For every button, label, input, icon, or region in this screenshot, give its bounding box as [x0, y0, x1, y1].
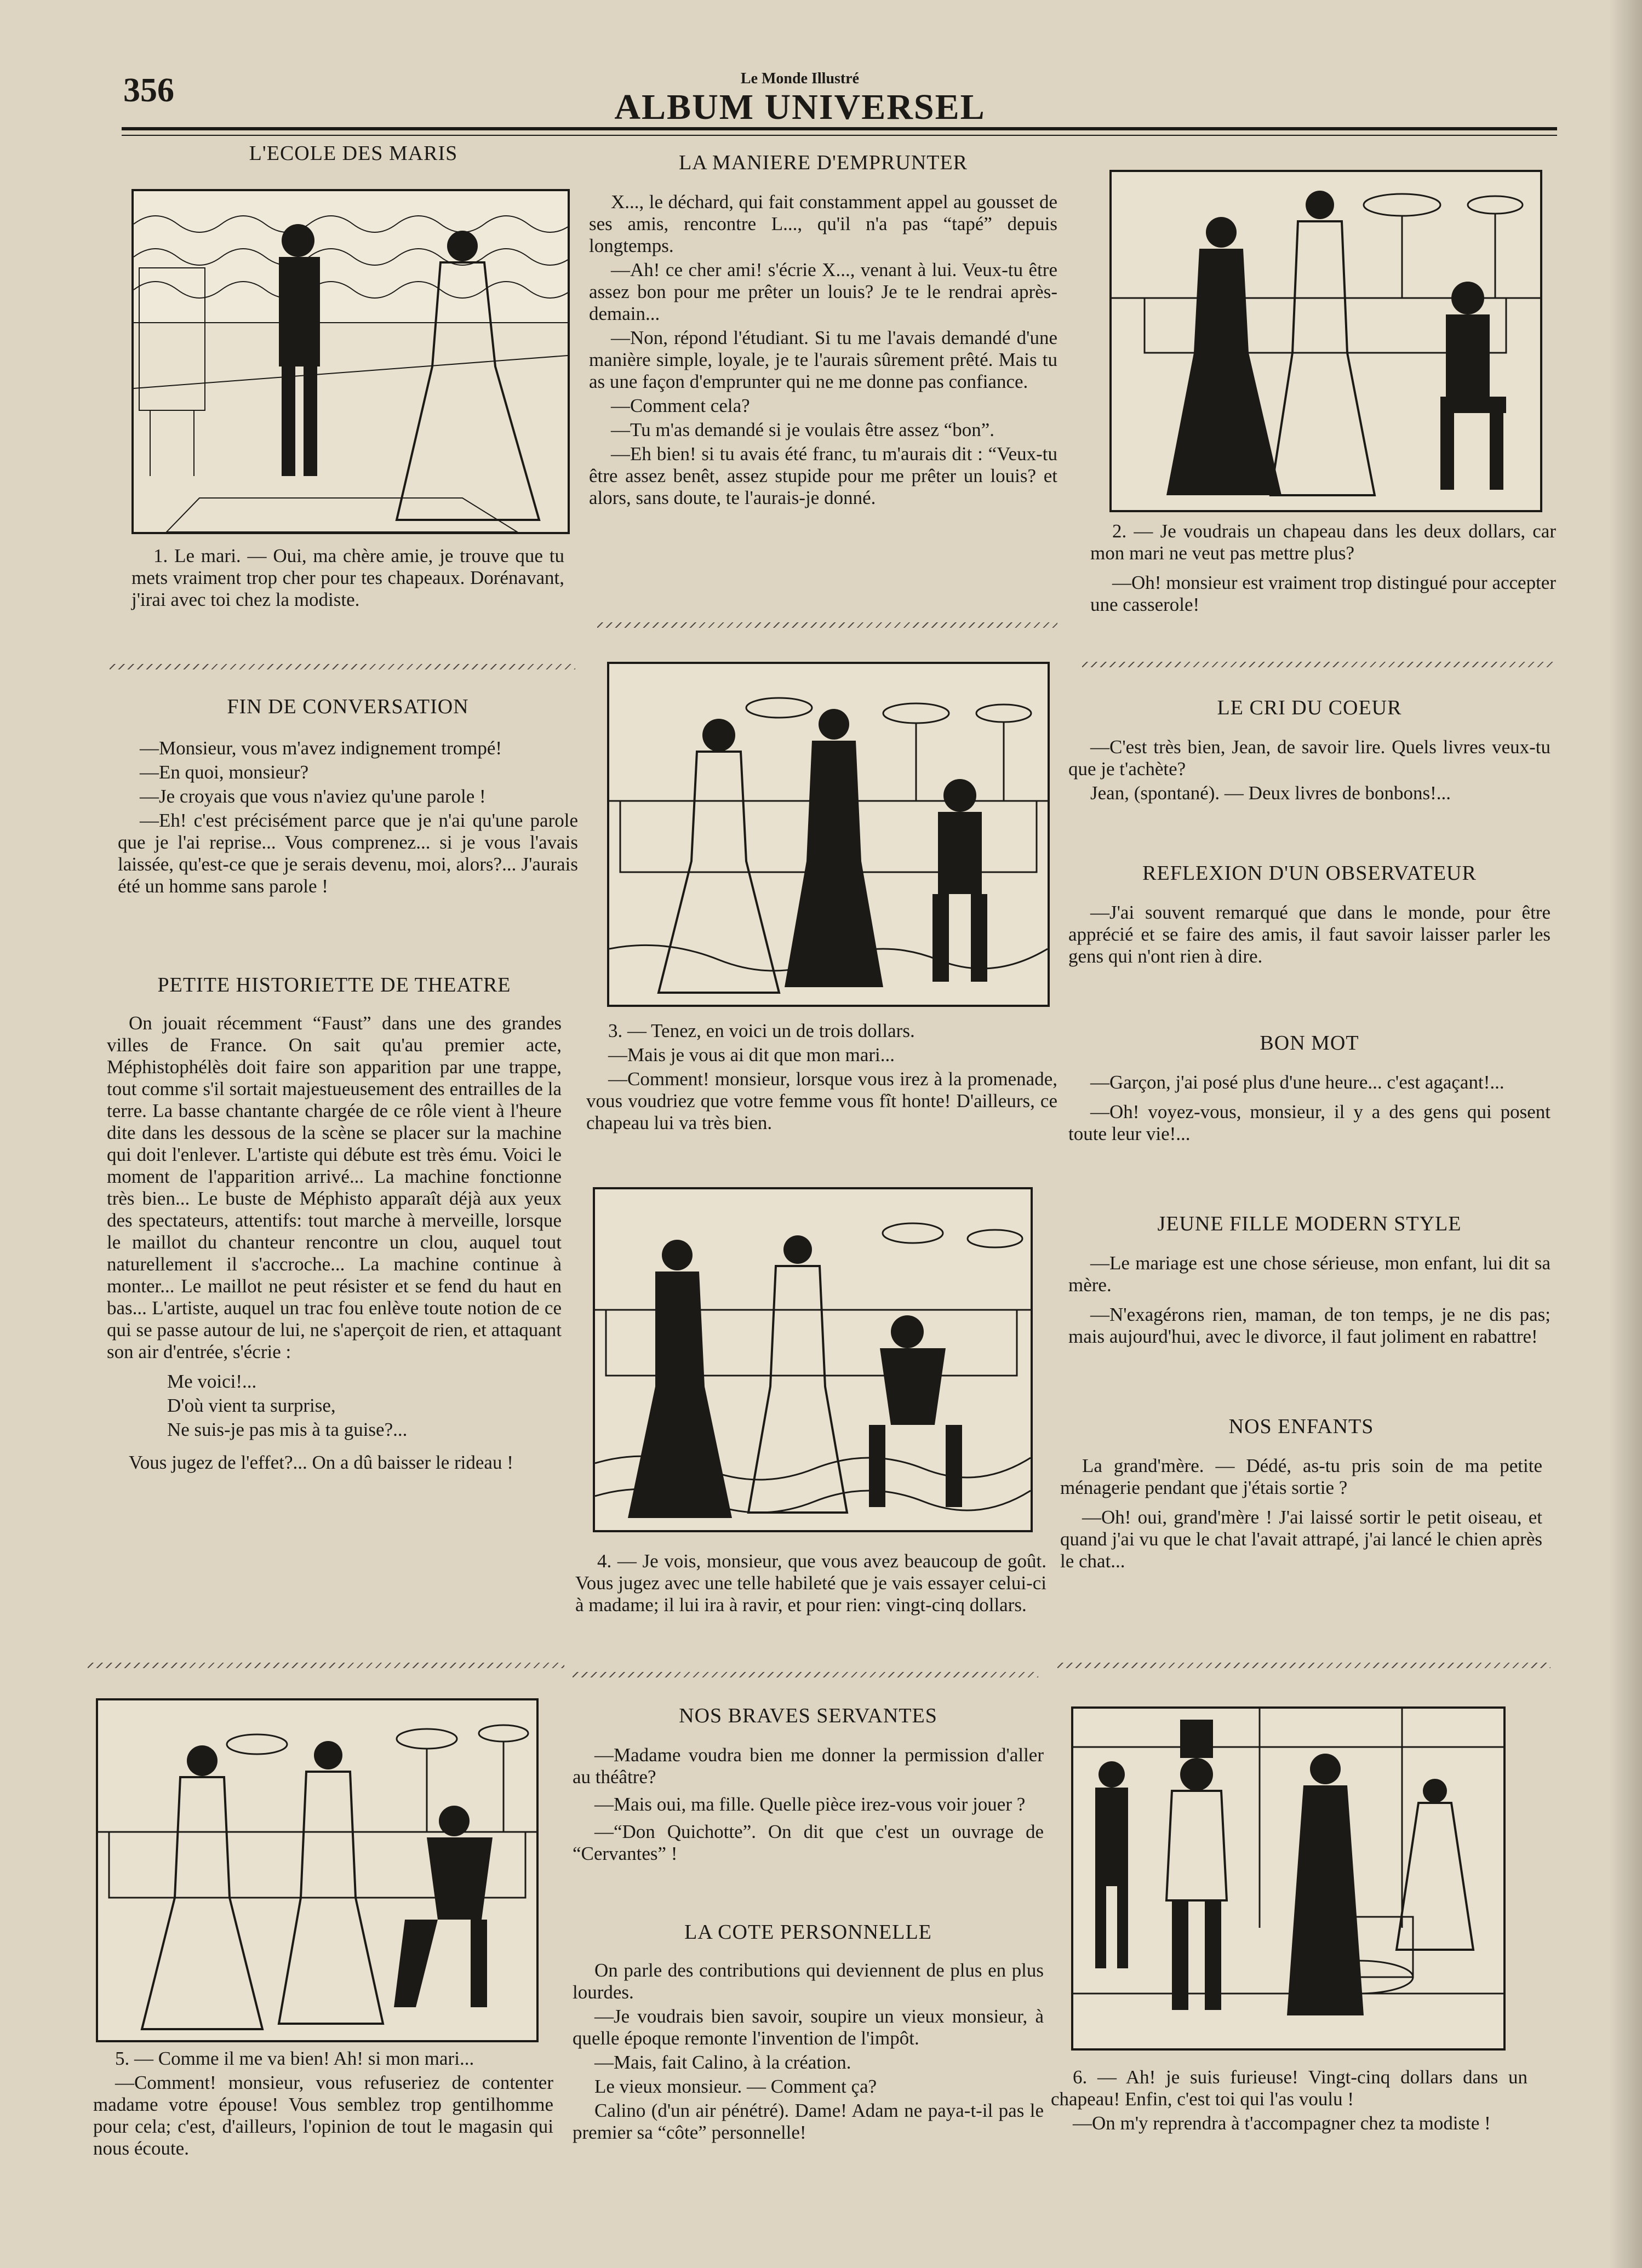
section-title: BON MOT [1260, 1032, 1359, 1055]
section-title: LA MANIERE D'EMPRUNTER [678, 151, 968, 174]
section-body [1068, 902, 1551, 967]
paragraph: —Mais oui, ma fille. Quelle pièce irez-vous voir jouer ? [594, 1794, 1026, 1815]
paragraph: —Eh bien! si tu avais été franc, tu m'aurais dit : “Veux-tu être assez benêt, assez stupide pour me prêter un louis? et alors, sans doute, te l'aurais-je donné. [589, 443, 1057, 508]
section-body [1068, 1072, 1551, 1145]
paragraph: On jouait récemment “Faust” dans une des grandes villes de France. On sait qu'au premier acte, Méphistophélès doit faire son apparition par une trappe, tout comme s'il sortait majestueusement des entrailles de la terre. La basse chantante chargée de ce rôle vient à l'heure dite dans les dessous de la scène se placer sur la machine qui doit l'enlever. L'artiste qui débute est très ému. Voici le moment de l'apparition arrivé... La machine fonctionne très bien... Le buste de Méphisto apparaît déjà aux yeux des spectateurs, attentifs: tout marche à merveille, lorsque le maillot du chanteur rencontre un clou, auquel tout naturellement il s'accroche... La machine continue à monter... Le maillot ne peut résister et se fend du haut en bas... L'artiste, auquel un trac fou enlève toute notion de ce qui se passe autour de lui, ne s'aperçoit de rien, et attaquant son air d'entrée, s'écrie : [107, 1012, 562, 1362]
paragraph: 5. — Comme il me va bien! Ah! si mon mari... [115, 2048, 474, 2069]
paragraph: —On m'y reprendra à t'accompagner chez ta modiste ! [1073, 2112, 1491, 2134]
illustration-4-drawing [595, 1189, 1031, 1530]
caption-6 [1051, 2066, 1527, 2137]
paragraph: —Mais, fait Calino, à la création. [594, 2052, 851, 2073]
section-title: LA COTE PERSONNELLE [684, 1921, 932, 1944]
cote-section [573, 1920, 1044, 2146]
illustration-2 [1109, 170, 1542, 512]
paragraph: —Je croyais que vous n'aviez qu'une parole ! [140, 786, 486, 807]
ecole-section [131, 141, 575, 165]
paragraph: —Je voudrais bien savoir, soupire un vieux monsieur, à quelle époque remonte l'invention de l'impôt. [573, 2006, 1044, 2049]
paragraph: —Oh! oui, grand'mère ! J'ai laissé sortir le petit oiseau, et quand j'ai vu que le chat l'avait attrapé, j'ai lancé le chien après le chat... [1060, 1507, 1542, 1572]
paragraph: —“Don Quichotte”. On dit que c'est un ouvrage de “Cervantes” ! [573, 1821, 1044, 1864]
illustration-4 [593, 1187, 1033, 1532]
historiette-section [107, 973, 562, 1476]
paragraph: On parle des contributions qui deviennent de plus en plus lourdes. [573, 1960, 1044, 2003]
divider [597, 622, 1057, 628]
illustration-3-drawing [609, 664, 1048, 1005]
caption-2-line-1: 2. — Je voudrais un chapeau dans les deux dollars, car mon mari ne veut pas mettre plus? [1090, 520, 1556, 564]
section-title: NOS BRAVES SERVANTES [679, 1704, 937, 1727]
caption-5 [93, 2048, 553, 2162]
section-body [1068, 736, 1551, 804]
illustration-5-drawing [98, 1700, 536, 2040]
caption-3 [586, 1020, 1057, 1136]
paragraph: Calino (d'un air pénétré). Dame! Adam ne paya-t-il pas le premier sa “côte” personnelle! [573, 2100, 1044, 2143]
paragraph: —Monsieur, vous m'avez indignement trompé! [140, 737, 502, 759]
header-rule-thin [122, 135, 1557, 136]
section-body [1060, 1455, 1542, 1572]
caption-4 [575, 1550, 1046, 1618]
section-title: JEUNE FILLE MODERN STYLE [1157, 1212, 1462, 1235]
jeune-section [1068, 1212, 1551, 1350]
caption-1 [131, 545, 564, 613]
caption-4-text: 4. — Je vois, monsieur, que vous avez beaucoup de goût. Vous jugez avec une telle habileté que je vais essayer celui-ci à madame; il lui ira à ravir, et pour rien: vingt-cinq dollars. [575, 1550, 1046, 1616]
illustration-5 [96, 1698, 539, 2042]
divider [88, 1663, 564, 1668]
section-body [118, 737, 578, 897]
section-title: FIN DE CONVERSATION [227, 695, 469, 718]
reflexion-section [1068, 861, 1551, 970]
servantes-section [573, 1704, 1044, 1867]
paragraph: —J'ai souvent remarqué que dans le monde, pour être apprécié et se faire des amis, il faut savoir laisser parler les gens qui n'ont rien à dire. [1068, 902, 1551, 967]
paragraph: —Comment! monsieur, vous refuseriez de contenter madame votre épouse! Vous semblez trop gentilhomme pour cela; c'est, d'ailleurs, l'opinion de tout le magasin qui nous écoute. [93, 2072, 553, 2159]
section-body [573, 1744, 1044, 1865]
divider [573, 1672, 1038, 1677]
paragraph: —Madame voudra bien me donner la permission d'aller au théâtre? [573, 1744, 1044, 1788]
publication-title: ALBUM UNIVERSEL [614, 87, 986, 127]
illustration-1 [131, 189, 570, 534]
paragraph: —Mais je vous ai dit que mon mari... [608, 1044, 895, 1066]
caption-2 [1090, 520, 1556, 618]
verse-line: D'où vient ta surprise, [167, 1395, 336, 1416]
section-body [589, 191, 1057, 509]
paragraph: 3. — Tenez, en voici un de trois dollars. [608, 1020, 915, 1041]
illustration-6 [1071, 1706, 1506, 2051]
bonmot-section [1068, 1031, 1551, 1147]
illustration-1-drawing [134, 191, 568, 532]
page-number: 356 [123, 72, 174, 109]
paragraph: —N'exagérons rien, maman, de ton temps, je ne dis pas; mais aujourd'hui, avec le divorce, il faut joliment en rabattre! [1068, 1304, 1551, 1347]
section-body [1068, 1252, 1551, 1348]
caption-2-line-2: —Oh! monsieur est vraiment trop distingué pour accepter une casserole! [1090, 572, 1556, 615]
paragraph: —Oh! voyez-vous, monsieur, il y a des gens qui posent toute leur vie!... [1068, 1101, 1551, 1144]
enfants-section [1060, 1414, 1542, 1574]
illustration-6-drawing [1073, 1709, 1503, 2048]
paragraph: —Ah! ce cher ami! s'écrie X..., venant à lui. Veux-tu être assez bon pour me prêter un louis? Je te le rendrai après-demain... [589, 259, 1057, 324]
header-rule [122, 127, 1557, 130]
paragraph: —Comment cela? [611, 395, 750, 416]
section-body [573, 1960, 1044, 2144]
paragraph: La grand'mère. — Dédé, as-tu pris soin de ma petite ménagerie pendant que j'étais sortie ? [1060, 1455, 1542, 1498]
paragraph: X..., le déchard, qui fait constamment appel au gousset de ses amis, rencontre L..., qu'il n'a pas “tapé” depuis longtemps. [589, 191, 1057, 256]
section-title: LE CRI DU COEUR [1217, 696, 1402, 719]
fin-section [118, 695, 578, 900]
verse-line: Ne suis-je pas mis à ta guise?... [167, 1419, 408, 1440]
paragraph: —C'est très bien, Jean, de savoir lire. Quels livres veux-tu que je t'achète? [1068, 736, 1551, 780]
cri-section [1068, 696, 1551, 806]
verse-line: Me voici!... [167, 1371, 257, 1392]
paragraph: Vous jugez de l'effet?... On a dû baisser le rideau ! [129, 1452, 513, 1473]
section-title: L'ECOLE DES MARIS [249, 142, 458, 165]
paragraph: —Comment! monsieur, lorsque vous irez à la promenade, vous voudriez que votre femme vous fît honte! D'ailleurs, ce chapeau lui va très bien. [586, 1068, 1057, 1133]
illustration-2-drawing [1112, 172, 1540, 510]
section-title: PETITE HISTORIETTE DE THEATRE [157, 973, 511, 996]
illustration-3 [607, 662, 1050, 1007]
section-title: NOS ENFANTS [1228, 1415, 1374, 1438]
publication-subtitle: Le Monde Illustré [740, 70, 860, 87]
divider [1082, 662, 1553, 667]
paragraph: —Eh! c'est précisément parce que je n'ai qu'une parole que je l'ai reprise... Vous comprenez... si je vous l'avais laissée, qu'est-ce que je serais devenu, moi, alors?... J'aurais été un homme sans parole ! [118, 810, 578, 897]
paragraph: —Le mariage est une chose sérieuse, mon enfant, lui dit sa mère. [1068, 1252, 1551, 1296]
section-title: REFLEXION D'UN OBSERVATEUR [1142, 862, 1477, 885]
paragraph: Le vieux monsieur. — Comment ça? [594, 2076, 877, 2097]
paragraph: —Garçon, j'ai posé plus d'une heure... c'est agaçant!... [1090, 1072, 1504, 1093]
paragraph: —En quoi, monsieur? [140, 761, 309, 783]
divider [1057, 1663, 1551, 1668]
section-body [107, 1012, 562, 1474]
verse [107, 1370, 562, 1442]
maniere-section [589, 151, 1057, 511]
caption-1-text: 1. Le mari. — Oui, ma chère amie, je trouve que tu mets vraiment trop cher pour tes chapeaux. Dorénavant, j'irai avec toi chez la modiste. [131, 545, 564, 610]
paragraph: 6. — Ah! je suis furieuse! Vingt-cinq dollars dans un chapeau! Enfin, c'est toi qui l'as voulu ! [1051, 2066, 1527, 2110]
paragraph: —Tu m'as demandé si je voulais être assez “bon”. [611, 419, 994, 440]
paragraph: —Non, répond l'étudiant. Si tu me l'avais demandé d'une manière simple, loyale, je te l'aurais sûrement prêté. Mais tu as une façon d'emprunter qui ne me donne pas confiance. [589, 327, 1057, 392]
divider [110, 664, 575, 669]
paragraph: Jean, (spontané). — Deux livres de bonbons!... [1090, 782, 1451, 804]
